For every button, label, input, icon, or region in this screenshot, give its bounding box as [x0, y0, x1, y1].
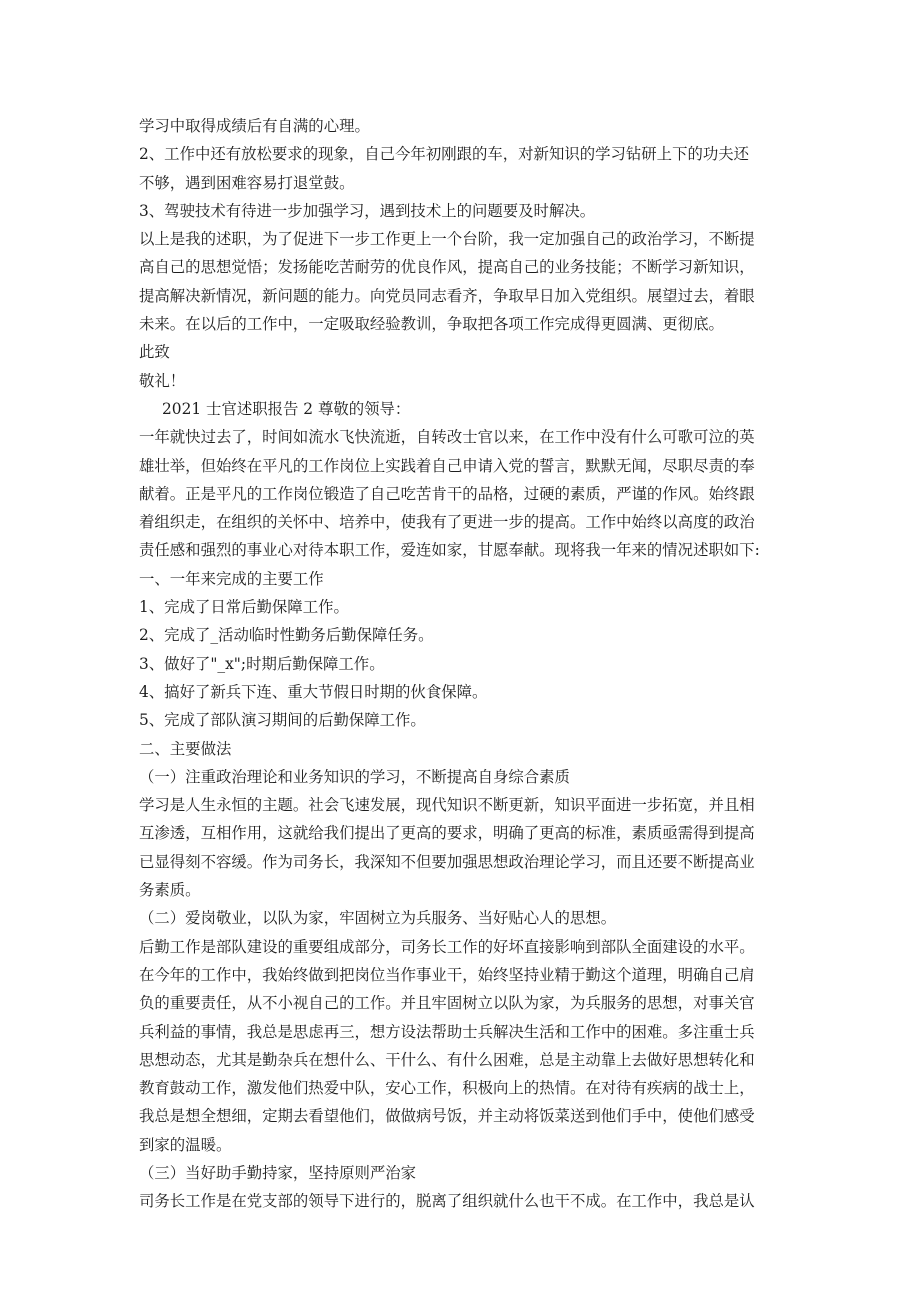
paragraph-line: 我总是想全想细，定期去看望他们，做做病号饭，并主动将饭菜送到他们手中，使他们感受: [139, 1107, 755, 1126]
paragraph-line: 互渗透，互相作用，这就给我们提出了更高的要求，明确了更高的标准，素质亟需得到提高: [139, 824, 755, 843]
section-heading-line: 2021 士官述职报告 2 尊敬的领导：: [162, 399, 411, 418]
paragraph-line: 到家的温暖。: [139, 1135, 232, 1154]
paragraph-line: 务素质。: [139, 881, 201, 900]
paragraph-line: 未来。在以后的工作中，一定吸取经验教训，争取把各项工作完成得更圆满、更彻底。: [139, 315, 724, 334]
paragraph-line: 已显得刻不容缓。作为司务长，我深知不但要加强思想政治理论学习，而且还要不断提高业: [139, 852, 755, 871]
paragraph-line: 负的重要责任，从不小视自己的工作。并且牢固树立以队为家，为兵服务的思想，对事关官: [139, 994, 755, 1013]
paragraph-line: 着组织走，在组织的关怀中、培养中，使我有了更进一步的提高。工作中始终以高度的政治: [139, 513, 755, 532]
paragraph-line: 在今年的工作中，我始终做到把岗位当作事业干，始终坚持业精于勤这个道理，明确自己肩: [139, 965, 755, 984]
paragraph-line: 后勤工作是部队建设的重要组成部分，司务长工作的好坏直接影响到部队全面建设的水平。: [139, 937, 755, 956]
subsection-heading-line: （三）当好助手勤持家，坚持原则严治家: [139, 1163, 417, 1182]
paragraph-line: 此致: [139, 343, 170, 362]
paragraph-line: 司务长工作是在党支部的领导下进行的，脱离了组织就什么也干不成。在工作中，我总是认: [139, 1192, 755, 1211]
paragraph-line: 4、搞好了新兵下连、重大节假日时期的伙食保障。: [139, 682, 488, 701]
paragraph-line: 学习是人生永恒的主题。社会飞速发展，现代知识不断更新，知识平面进一步拓宽，并且相: [139, 796, 755, 815]
paragraph-line: 兵利益的事情，我总是思虑再三，想方设法帮助士兵解决生活和工作中的困难。多注重士兵: [139, 1022, 755, 1041]
paragraph-line: 3、驾驶技术有待进一步加强学习，遇到技术上的问题要及时解决。: [139, 201, 596, 220]
paragraph-line: 思想动态，尤其是勤杂兵在想什么、干什么、有什么困难，总是主动靠上去做好思想转化和: [139, 1050, 755, 1069]
paragraph-line: 一年就快过去了，时间如流水飞快流逝，自转改士官以来，在工作中没有什么可歌可泣的英: [139, 428, 755, 447]
paragraph-line: 高自己的思想觉悟；发扬能吃苦耐劳的优良作风，提高自己的业务技能；不断学习新知识，: [139, 258, 755, 277]
paragraph-line: 雄壮举，但始终在平凡的工作岗位上实践着自己申请入党的誓言，默默无闻，尽职尽责的奉: [139, 456, 755, 475]
paragraph-line: 教育鼓动工作，激发他们热爱中队，安心工作，积极向上的热情。在对待有疾病的战士上，: [139, 1079, 755, 1098]
paragraph-line: 以上是我的述职，为了促进下一步工作更上一个台阶，我一定加强自己的政治学习，不断提: [139, 230, 755, 249]
subsection-heading-line: （一）注重政治理论和业务知识的学习，不断提高自身综合素质: [139, 767, 570, 786]
paragraph-line: 二、主要做法: [139, 739, 232, 758]
paragraph-line: 2、完成了_活动临时性勤务后勤保障任务。: [139, 626, 434, 645]
paragraph-line: 1、完成了日常后勤保障工作。: [139, 598, 349, 617]
paragraph-line: 不够，遇到困难容易打退堂鼓。: [139, 173, 355, 192]
paragraph-line: 献着。正是平凡的工作岗位锻造了自己吃苦肯干的品格，过硬的素质，严谨的作风。始终跟: [139, 484, 755, 503]
subsection-heading-line: （二）爱岗敬业，以队为家，牢固树立为兵服务、当好贴心人的思想。: [139, 909, 617, 928]
paragraph-line: 一、一年来完成的主要工作: [139, 569, 324, 588]
paragraph-line: 提高解决新情况，新问题的能力。向党员同志看齐，争取早日加入党组织。展望过去，着眼: [139, 286, 755, 305]
paragraph-line: 5、完成了部队演习期间的后勤保障工作。: [139, 711, 426, 730]
paragraph-line: 3、做好了"_x";时期后勤保障工作。: [139, 654, 385, 673]
document-body: [139, 112, 789, 1216]
paragraph-line: 敬礼！: [139, 371, 186, 390]
paragraph-line: 学习中取得成绩后有自满的心理。: [139, 117, 370, 135]
paragraph-line: 责任感和强烈的事业心对待本职工作，爱连如家，甘愿奉献。现将我一年来的情况述职如下:: [139, 541, 760, 560]
paragraph-line: 2、工作中还有放松要求的现象，自己今年初刚跟的车，对新知识的学习钻研上下的功夫还: [139, 145, 750, 164]
